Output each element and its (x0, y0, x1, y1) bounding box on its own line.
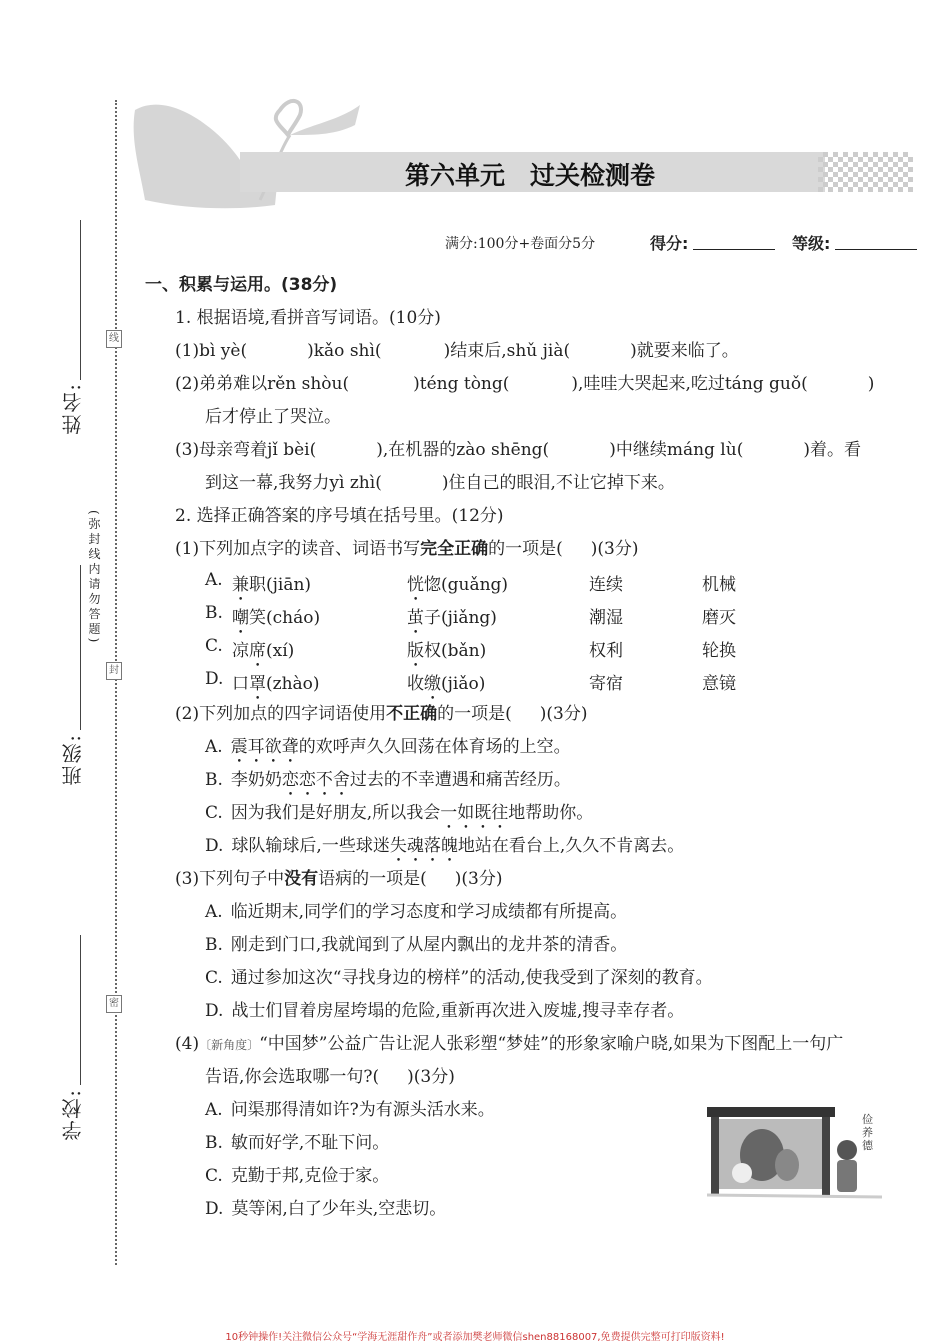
word-text: 权(bǎn) (424, 641, 487, 661)
option-label: D. (205, 1199, 224, 1219)
option-word (407, 603, 497, 638)
score-field[interactable] (693, 249, 775, 250)
option-word (702, 636, 736, 671)
option-label: A. (205, 902, 223, 922)
new-angle-tag: 〔新角度〕 (199, 1038, 260, 1052)
option-label: C. (205, 1166, 223, 1186)
school-label: 学校: (61, 1088, 85, 1141)
word-text: 轮换 (702, 641, 736, 661)
prompt-emphasis: 完全正确 (420, 539, 489, 559)
option-item (205, 900, 627, 924)
dotted-idiom: 失魂落魄 (389, 836, 458, 856)
option-item (205, 834, 684, 866)
q1-text: ) (867, 374, 875, 394)
option-label: A. (205, 570, 223, 590)
prompt-text: (1)下列加点字的读音、词语书写 (175, 539, 421, 559)
option-text: 李奶奶 (230, 770, 282, 790)
q1-line-3b (205, 471, 675, 495)
illustration-caption: 俭 养德 (862, 1113, 873, 1152)
word-text: 职(jiān) (249, 575, 312, 595)
option-word (702, 570, 736, 605)
q1-text: ),哇哇大哭起来,吃过táng guǒ( (571, 374, 808, 394)
mengwa-illustration (707, 1105, 887, 1200)
option-word (232, 603, 320, 638)
score-label: 得分: (650, 234, 689, 253)
option-word (407, 570, 508, 605)
q1-text: )kǎo shì( (307, 341, 382, 361)
option-text: 通过参加这次“寻找身边的榜样”的活动,使我受到了深刻的教育。 (230, 968, 713, 988)
q1-text: )téng tòng( (413, 374, 510, 394)
option-text: 问渠那得清如许?为有源头活水来。 (230, 1100, 495, 1120)
dotted-char: 茧 (407, 608, 424, 628)
q1-text: (1)bì yè( (175, 341, 248, 361)
option-word (407, 669, 485, 704)
option-text: 克勤于邦,克俭于家。 (230, 1166, 390, 1186)
word-text: (zhào) (266, 674, 320, 694)
word-text: 笑(cháo) (249, 608, 321, 628)
word-text: 凉 (232, 641, 249, 661)
option-text: 过去的不幸遭遇和痛苦经历。 (349, 770, 571, 790)
prompt-emphasis: 没有 (284, 869, 319, 889)
q2-part3-prompt (175, 867, 502, 891)
option-item (205, 1131, 389, 1155)
title-banner-ribbon (130, 90, 930, 210)
q1-text: )中继续máng lù( (609, 440, 744, 460)
option-word (589, 669, 623, 704)
option-text: 球队输球后,一些球迷 (231, 836, 390, 856)
seal-dotted-line (115, 100, 117, 1265)
prompt-text: (4) (175, 1034, 200, 1054)
q1-text: )住自己的眼泪,不让它掉下来。 (441, 473, 675, 493)
option-text: 莫等闲,白了少年头,空悲切。 (231, 1199, 447, 1219)
q1-text: (2)弟弟难以rěn shòu( (175, 374, 350, 394)
q2-part4-prompt (175, 1032, 843, 1057)
option-label: C. (205, 803, 223, 823)
prompt-emphasis: 不正确 (386, 704, 438, 724)
page-title: 第六单元 过关检测卷 (404, 161, 655, 190)
word-text: (xí) (266, 641, 295, 661)
word-text: 意镜 (702, 674, 736, 694)
question-1-title: 1. 根据语境,看拼音写词语。(10分) (175, 308, 441, 328)
option-label: B. (205, 770, 223, 790)
dotted-char: 嘲 (232, 608, 249, 628)
q2-part4-prompt-cont (205, 1065, 455, 1089)
option-word (407, 636, 486, 671)
option-label: A. (205, 1100, 223, 1120)
seal-mark: 线 (106, 330, 122, 348)
dotted-char: 罩 (249, 674, 266, 694)
section-heading: 一、积累与运用。(38分) (145, 275, 338, 295)
word-text: 潮湿 (589, 608, 623, 628)
dotted-idiom: 震耳欲聋 (230, 737, 299, 757)
word-text: 机械 (702, 575, 736, 595)
option-word (232, 570, 311, 605)
dotted-char: 兼 (232, 575, 249, 595)
option-label: C. (205, 636, 223, 656)
q1-text: (3)母亲弯着jǐ bèi( (175, 440, 317, 460)
prompt-text: “中国梦”公益广告让泥人张彩塑“梦娃”的形象家喻户晓,如果为下图配上一句广 (259, 1034, 844, 1054)
option-text: 敏而好学,不耻下问。 (230, 1133, 390, 1153)
option-word (589, 636, 623, 671)
question-2-title: 2. 选择正确答案的序号填在括号里。(12分) (175, 506, 504, 526)
option-item (205, 999, 684, 1023)
word-text: 口 (232, 674, 249, 694)
dotted-char: 恍 (407, 575, 424, 595)
option-word (702, 669, 736, 704)
prompt-text: 的一项是( (488, 539, 563, 559)
option-text: 地站在看台上,久久不肯离去。 (457, 836, 685, 856)
option-text: 战士们冒着房屋垮塌的危险,重新再次进入废墟,搜寻幸存者。 (231, 1001, 685, 1021)
prompt-text: 语病的一项是( (318, 869, 427, 889)
option-label: D. (205, 836, 224, 856)
dotted-char: 缴 (424, 674, 441, 694)
option-label: D. (205, 1001, 224, 1021)
word-text: 收 (407, 674, 424, 694)
option-label: B. (205, 603, 223, 623)
option-label: B. (205, 1133, 223, 1153)
prompt-text: )(3分) (539, 704, 588, 724)
q2-part1-prompt (175, 537, 638, 561)
option-item (205, 801, 593, 833)
word-text: 惚(guǎng) (424, 575, 509, 595)
option-word (589, 570, 623, 605)
option-item (205, 735, 571, 767)
prompt-text: 的一项是( (437, 704, 512, 724)
prompt-text: (2)下列加点的四字词语使用 (175, 704, 387, 724)
option-item (205, 933, 627, 957)
q1-line-2b: 后才停止了哭泣。 (205, 407, 341, 427)
word-text: 寄宿 (589, 674, 623, 694)
dotted-idiom: 一如既往 (440, 803, 509, 823)
option-item (205, 966, 713, 990)
seal-note: (弥封线内请勿答题) (87, 510, 101, 646)
class-field[interactable] (80, 565, 81, 730)
q1-text: ),在机器的zào shēng( (376, 440, 550, 460)
prompt-text: 告语,你会选取哪一句?( (205, 1067, 380, 1087)
q1-line-2 (175, 372, 874, 396)
option-item (205, 768, 571, 800)
option-label: A. (205, 737, 223, 757)
word-text: 连续 (589, 575, 623, 595)
option-label: C. (205, 968, 223, 988)
dotted-char: 席 (249, 641, 266, 661)
q1-text: )着。看 (803, 440, 861, 460)
option-label: B. (205, 935, 223, 955)
q1-text: )就要来临了。 (630, 341, 739, 361)
q1-line-1 (175, 339, 739, 363)
prompt-text: )(3分) (407, 1067, 455, 1087)
prompt-text: )(3分) (590, 539, 639, 559)
illustration-graphic (707, 1105, 887, 1200)
option-word (232, 636, 294, 671)
option-item (205, 1098, 495, 1122)
q1-text: )结束后,shǔ jià( (443, 341, 571, 361)
seal-mark: 封 (106, 662, 122, 680)
dotted-char: 版 (407, 641, 424, 661)
word-text: 子(jiǎng) (424, 608, 497, 628)
option-word (702, 603, 736, 638)
dotted-idiom: 恋恋不舍 (281, 770, 350, 790)
prompt-text: )(3分) (454, 869, 503, 889)
word-text: 权利 (589, 641, 623, 661)
q1-text: 到这一幕,我努力yì zhì( (205, 473, 382, 493)
class-label: 班级: (61, 733, 85, 786)
name-label: 姓名: (61, 382, 85, 435)
name-field[interactable] (80, 220, 81, 380)
school-field[interactable] (80, 935, 81, 1085)
option-text: 的欢呼声久久回荡在体育场的上空。 (298, 737, 571, 757)
option-text: 临近期末,同学们的学习态度和学习成绩都有所提高。 (230, 902, 628, 922)
seal-mark: 密 (106, 995, 122, 1013)
word-text: (jiǎo) (441, 674, 486, 694)
footer-promo: 10秒钟操作!关注微信公众号“学海无涯甜作舟”或者添加樊老师微信shen88168007,免费提供完整可打印版资料! (225, 1332, 725, 1343)
q2-part2-prompt (175, 702, 587, 726)
option-item (205, 1197, 446, 1221)
option-text: 地帮助你。 (508, 803, 594, 823)
option-text: 刚走到门口,我就闻到了从屋内飘出的龙井茶的清香。 (230, 935, 628, 955)
option-item (205, 1164, 389, 1188)
option-label: D. (205, 669, 224, 689)
grade-label: 等级: (792, 234, 831, 253)
option-text: 因为我们是好朋友,所以我会 (230, 803, 441, 823)
option-word (589, 603, 623, 638)
prompt-text: (3)下列句子中 (175, 869, 285, 889)
word-text: 磨灭 (702, 608, 736, 628)
grade-field[interactable] (835, 249, 917, 250)
score-info: 满分:100分+卷面分5分 (445, 236, 596, 252)
q1-line-3 (175, 438, 861, 462)
option-word (232, 669, 320, 704)
